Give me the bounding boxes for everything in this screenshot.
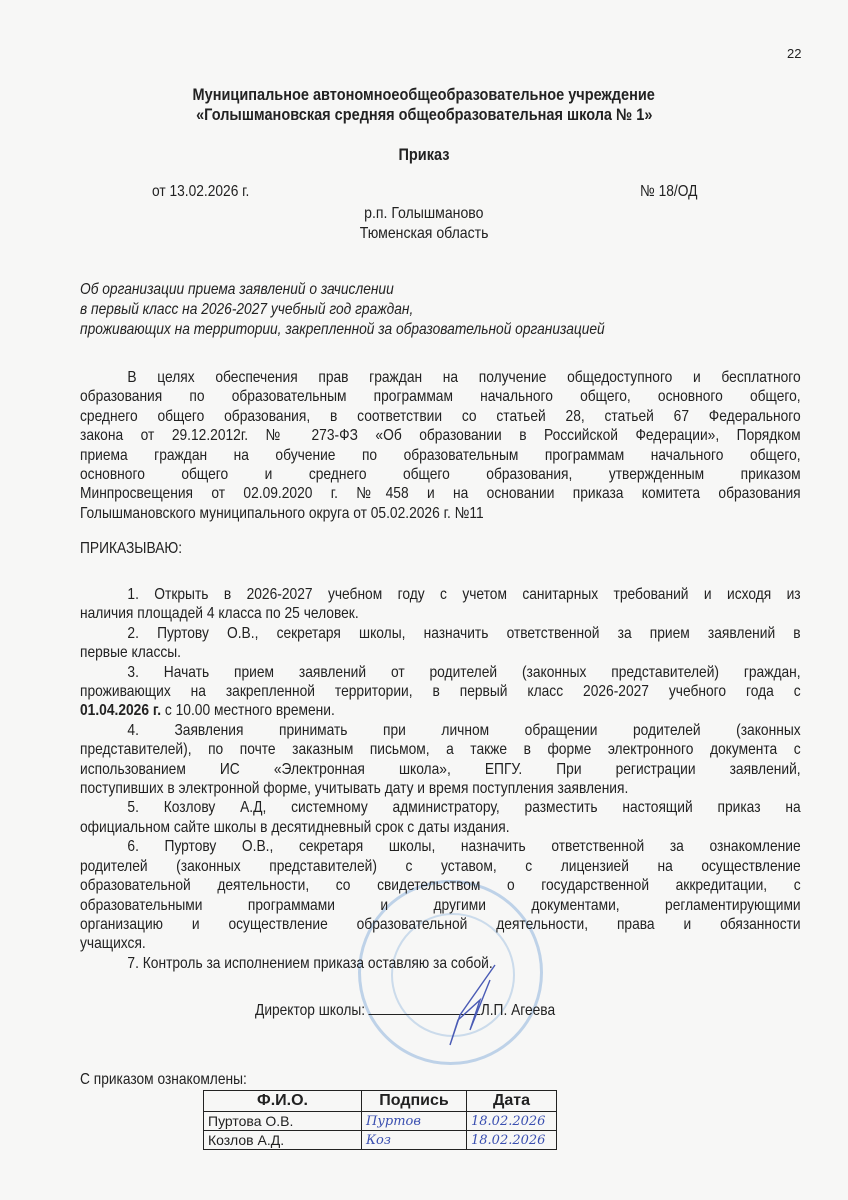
- acknowledgement-table: [203, 1090, 557, 1150]
- item-line: организацию и осуществление образовательной деятельности, права и обязанности: [80, 915, 801, 933]
- item-line: представителей), по почте заказным письмом, а также в форме электронного документа с: [80, 741, 801, 759]
- director-title: Директор школы:: [255, 1002, 366, 1019]
- org-name-line1: Муниципальное автономноеобщеобразовательное учреждение: [192, 86, 656, 104]
- order-keyword: ПРИКАЗЫВАЮ:: [80, 540, 183, 557]
- preamble-line: образования по образовательным программам начального общего, основного общего,: [80, 388, 801, 406]
- acknowledgement-label: С приказом ознакомлены:: [80, 1071, 247, 1088]
- org-name-line2: «Голышмановская средняя общеобразовательная школа № 1»: [195, 106, 653, 124]
- table-row: [204, 1131, 557, 1150]
- start-date: 01.04.2026 г.: [80, 702, 162, 720]
- item-line: 4. Заявления принимать при личном обращении родителей (законных: [127, 721, 801, 739]
- item-line: учащихся.: [80, 935, 146, 953]
- subject-line: Об организации приема заявлений о зачислении: [80, 281, 394, 298]
- cell-name: Козлов А.Д.: [204, 1131, 362, 1150]
- order-number: № 18/ОД: [640, 183, 698, 200]
- preamble-line: закона от 29.12.2012г. № 273-ФЗ «Об образовании в Российской Федерации», Порядком: [80, 427, 801, 445]
- place: [0, 204, 848, 244]
- order-items: [80, 585, 800, 973]
- preamble-line: Минпросвещения от 02.09.2020 г. №458 и на основании приказа комитета образования: [80, 485, 801, 503]
- preamble: [80, 368, 800, 523]
- order-subject: [80, 280, 605, 340]
- subject-line: проживающих на территории, закрепленной за образовательной организацией: [80, 321, 605, 338]
- subject-line: в первый класс на 2026-2027 учебный год граждан,: [80, 301, 414, 318]
- item-line: проживающих на закрепленной территории, в первый класс 2026-2027 учебного года с: [80, 683, 801, 701]
- item-line: родителей (законных представителей) с уставом, с лицензией на осуществление: [80, 857, 801, 875]
- preamble-line: В целях обеспечения прав граждан на получение общедоступного и бесплатного: [127, 369, 801, 386]
- item-line: наличия площадей 4 класса по 25 человек.: [80, 605, 359, 623]
- item-line: 6. Пуртову О.В., секретаря школы, назначить ответственной за ознакомление: [127, 838, 801, 856]
- cell-date: 18.02.2026: [467, 1112, 557, 1131]
- preamble-line: приема граждан на обучение по образовательным программам начального общего,: [80, 446, 801, 464]
- document-type: Приказ: [398, 146, 450, 164]
- item-line: 1. Открыть в 2026-2027 учебном году с учетом санитарных требований и исходя из: [127, 586, 801, 603]
- column-header-signature: Подпись: [362, 1091, 467, 1112]
- cell-name: Пуртова О.В.: [204, 1112, 362, 1131]
- order-date: от 13.02.2026 г.: [152, 183, 250, 200]
- item-line: образовательными программами и другими документами, регламентирующими: [80, 896, 801, 914]
- place-region: Тюменская область: [359, 225, 489, 242]
- preamble-line: основного общего и среднего общего образования, утвержденным приказом: [80, 466, 801, 484]
- item-line: 5. Козлову А.Д, системному администратору, разместить настоящий приказ на: [127, 799, 801, 817]
- item-line: [80, 701, 801, 720]
- table-row: [204, 1112, 557, 1131]
- item-line: использованием ИС «Электронная школа», ЕПГУ. При регистрации заявлений,: [80, 760, 801, 778]
- director-signature-block: [255, 1000, 555, 1020]
- item-line: официальном сайте школы в десятидневный срок с даты издания.: [80, 818, 510, 836]
- cell-signature: Коз: [362, 1131, 467, 1150]
- page-number: 22: [787, 46, 802, 61]
- item-line: образовательной деятельности, со свидетельством о государственной аккредитации, с: [80, 877, 801, 895]
- item-line: первые классы.: [80, 644, 182, 662]
- table-header-row: [204, 1091, 557, 1112]
- director-name: Л.П. Агеева: [480, 1002, 556, 1019]
- cell-date: 18.02.2026: [467, 1131, 557, 1150]
- cell-signature: Пуртов: [362, 1112, 467, 1131]
- item-line: поступивших в электронной форме, учитывать дату и время поступления заявления.: [80, 780, 629, 798]
- place-town: р.п. Голышманово: [364, 205, 484, 222]
- column-header-name: Ф.И.О.: [204, 1091, 362, 1112]
- preamble-line: среднего общего образования, в соответствии со статьей 28, статьей 67 Федерального: [80, 407, 801, 425]
- item-line: 7. Контроль за исполнением приказа оставляю за собой.: [127, 954, 493, 972]
- item-line: 2. Пуртову О.В., секретаря школы, назначить ответственной за прием заявлений в: [127, 624, 801, 642]
- start-time: с 10.00 местного времени.: [161, 702, 335, 720]
- preamble-line: Голышмановского муниципального округа от 05.02.2026 г. №11: [80, 504, 484, 522]
- column-header-date: Дата: [467, 1091, 557, 1112]
- director-signature-icon: [440, 960, 510, 1050]
- item-line: 3. Начать прием заявлений от родителей (законных представителей) граждан,: [127, 663, 801, 681]
